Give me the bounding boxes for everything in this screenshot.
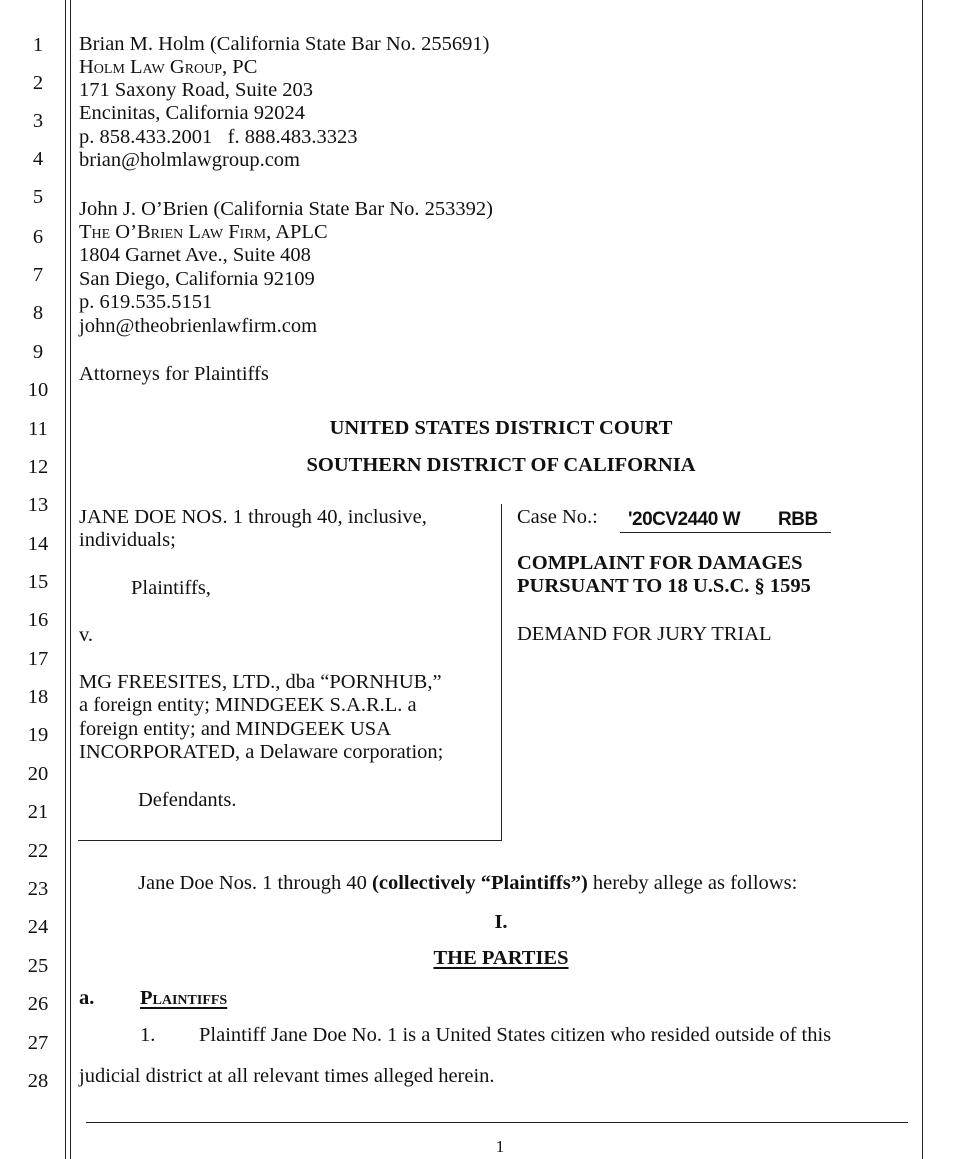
- defendants-label: Defendants.: [138, 789, 237, 811]
- line-number: 26: [27, 993, 49, 1015]
- court-district: SOUTHERN DISTRICT OF CALIFORNIA: [306, 454, 696, 476]
- case-number: '20CV2440 W: [628, 509, 741, 530]
- jury-demand: DEMAND FOR JURY TRIAL: [517, 623, 772, 645]
- court-name: UNITED STATES DISTRICT COURT: [329, 417, 673, 439]
- intro-defined-term: (collectively “Plaintiffs”): [372, 872, 588, 894]
- line-number: 12: [27, 456, 49, 478]
- defendants-names: foreign entity; and MINDGEEK USA: [79, 718, 392, 740]
- caption-divider-horizontal: [78, 840, 502, 841]
- complaint-title-cont: PURSUANT TO 18 U.S.C. § 1595: [517, 575, 811, 597]
- firm-phone: p. 858.433.2001 f. 888.483.3323: [79, 126, 358, 148]
- line-number: 23: [27, 878, 49, 900]
- intro-text-end: hereby allege as follows:: [592, 872, 798, 894]
- line-number: 9: [32, 341, 44, 363]
- firm-street: 1804 Garnet Ave., Suite 408: [79, 244, 311, 266]
- attorneys-for: Attorneys for Plaintiffs: [79, 363, 269, 385]
- line-number: 27: [27, 1032, 49, 1054]
- case-number-label: Case No.:: [517, 506, 598, 528]
- firm-city: Encinitas, California 92024: [79, 102, 306, 124]
- line-number: 11: [28, 418, 48, 440]
- attorney-email: brian@holmlawgroup.com: [79, 149, 300, 171]
- firm-phone: p. 619.535.5151: [79, 291, 213, 313]
- section-title-text: THE PARTIES: [433, 947, 569, 969]
- line-number: 10: [27, 379, 49, 401]
- section-numeral: I.: [494, 911, 508, 933]
- line-number: 25: [27, 955, 49, 977]
- line-number: 21: [27, 801, 49, 823]
- attorney-email: john@theobrienlawfirm.com: [79, 315, 318, 337]
- attorney-name: John J. O’Brien (California State Bar No. 253392): [79, 198, 493, 220]
- caption-divider-vertical: [501, 504, 502, 841]
- defendants-names: a foreign entity; MINDGEEK S.A.R.L. a: [79, 694, 417, 716]
- line-number: 2: [32, 72, 44, 94]
- margin-rule-inner: [70, 0, 71, 1159]
- line-number: 13: [27, 494, 49, 516]
- margin-rule-outer: [65, 0, 66, 1159]
- defendants-names: INCORPORATED, a Delaware corporation;: [79, 741, 444, 763]
- subsection-letter: a.: [79, 987, 95, 1009]
- paragraph-number: 1.: [140, 1024, 156, 1046]
- plaintiffs-label: Plaintiffs,: [131, 577, 211, 599]
- line-number: 18: [27, 686, 49, 708]
- section-title: [78, 947, 924, 970]
- firm-city: San Diego, California 92109: [79, 268, 315, 290]
- subsection-title-text: Plaintiffs: [140, 987, 228, 1009]
- line-number: 1: [32, 34, 44, 56]
- case-number-underline: [620, 532, 831, 533]
- line-number: 7: [32, 264, 44, 286]
- line-number: 6: [32, 226, 44, 248]
- line-number: 19: [27, 724, 49, 746]
- line-number: 17: [27, 648, 49, 670]
- line-number: 16: [27, 609, 49, 631]
- margin-rule-right: [922, 0, 923, 1159]
- firm-name: The O’Brien Law Firm, APLC: [79, 221, 328, 243]
- paragraph-text-cont: judicial district at all relevant times alleged herein.: [79, 1065, 495, 1087]
- page-number: 1: [495, 1137, 505, 1156]
- subsection-title: [140, 987, 227, 1010]
- line-number: 24: [27, 916, 49, 938]
- complaint-title: COMPLAINT FOR DAMAGES: [517, 552, 803, 574]
- line-number: 4: [32, 148, 44, 170]
- line-number: 22: [27, 840, 49, 862]
- firm-name: Holm Law Group, PC: [79, 56, 258, 78]
- paragraph-text: Plaintiff Jane Doe No. 1 is a United States citizen who resided outside of this: [199, 1024, 832, 1046]
- intro-paragraph: [138, 872, 797, 895]
- line-number: 3: [32, 110, 44, 132]
- attorney-name: Brian M. Holm (California State Bar No. 255691): [79, 33, 490, 55]
- defendants-names: MG FREESITES, LTD., dba “PORNHUB,”: [79, 671, 442, 693]
- plaintiffs-names-cont: individuals;: [79, 529, 176, 551]
- line-number: 14: [27, 533, 49, 555]
- line-number: 20: [27, 763, 49, 785]
- line-number: 8: [32, 302, 44, 324]
- intro-text: Jane Doe Nos. 1 through 40: [138, 872, 367, 894]
- versus: v.: [79, 624, 94, 646]
- line-number: 28: [27, 1070, 49, 1092]
- plaintiffs-names: JANE DOE NOS. 1 through 40, inclusive,: [79, 506, 427, 528]
- line-number: 5: [32, 186, 44, 208]
- footer-rule: [86, 1122, 908, 1123]
- firm-street: 171 Saxony Road, Suite 203: [79, 79, 314, 101]
- line-number: 15: [27, 571, 49, 593]
- case-judge: RBB: [778, 509, 818, 530]
